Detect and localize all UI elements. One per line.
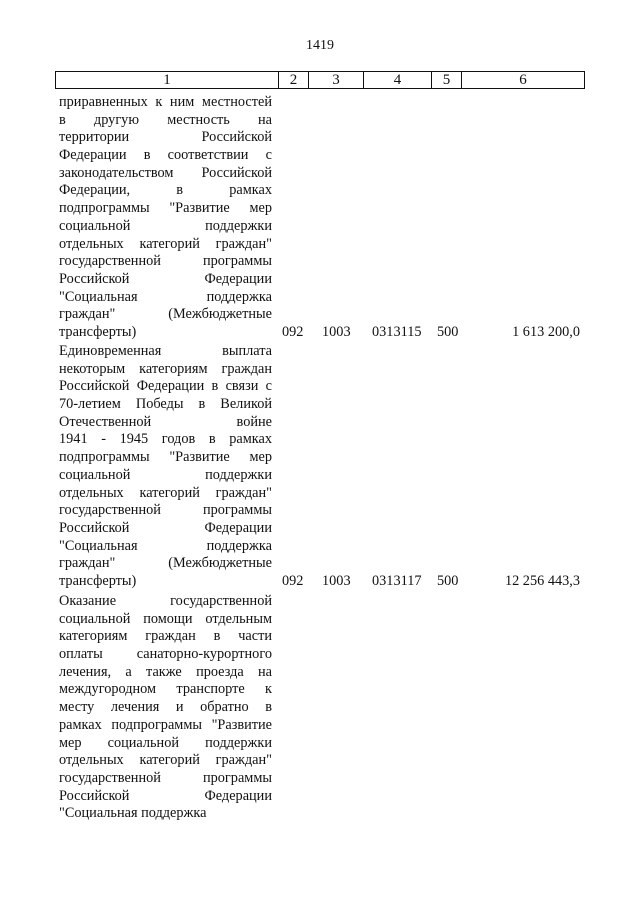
header-col-5: 5 bbox=[432, 72, 462, 89]
description-line: в другую местность на bbox=[59, 111, 272, 128]
description-line: Федерации в соответствии с bbox=[59, 147, 272, 164]
description-line: социальной поддержки bbox=[59, 217, 272, 234]
description-line: "Социальная поддержка bbox=[59, 805, 207, 822]
description-line: 70-летием Победы в Великой bbox=[59, 396, 272, 413]
cell-col3: 1003 bbox=[322, 573, 351, 590]
description-line: государственной программы bbox=[59, 769, 272, 786]
cell-col5: 500 bbox=[437, 573, 459, 590]
description-line: отдельных категорий граждан" bbox=[59, 235, 272, 252]
description-line: Российской Федерации bbox=[59, 270, 272, 287]
description-line: лечения, а также проезда на bbox=[59, 663, 272, 680]
description-line: социальной помощи отдельным bbox=[59, 610, 272, 627]
page-number: 1419 bbox=[306, 38, 334, 53]
description-line: граждан" (Межбюджетные bbox=[59, 306, 272, 323]
description-line: месту лечения и обратно в bbox=[59, 699, 272, 716]
description-line: государственной программы bbox=[59, 502, 272, 519]
cell-col2: 092 bbox=[282, 324, 304, 341]
header-col-4: 4 bbox=[364, 72, 432, 89]
row-description bbox=[59, 593, 272, 823]
description-line: оплаты санаторно-курортного bbox=[59, 646, 272, 663]
description-line: территории Российской bbox=[59, 129, 272, 146]
description-line: Оказание государственной bbox=[59, 593, 272, 609]
description-line: социальной поддержки bbox=[59, 466, 272, 483]
description-line: отдельных категорий граждан" bbox=[59, 752, 272, 769]
cell-col4: 0313115 bbox=[372, 324, 422, 341]
description-line: отдельных категорий граждан" bbox=[59, 484, 272, 501]
description-line: 1941 - 1945 годов в рамках bbox=[59, 431, 272, 448]
description-line: трансферты) bbox=[59, 323, 137, 340]
description-line: Отечественной войне bbox=[59, 413, 272, 430]
row-description bbox=[59, 94, 272, 342]
header-col-6: 6 bbox=[462, 72, 585, 89]
cell-col6: 1 613 200,0 bbox=[512, 324, 580, 341]
description-line: Российской Федерации в связи с bbox=[59, 378, 272, 395]
description-line: приравненных к ним местностей bbox=[59, 94, 272, 110]
description-line: категориям граждан в части bbox=[59, 628, 272, 645]
description-line: трансферты) bbox=[59, 572, 137, 589]
header-col-3: 3 bbox=[309, 72, 364, 89]
cell-col6: 12 256 443,3 bbox=[504, 573, 580, 590]
description-line: законодательством Российской bbox=[59, 164, 272, 181]
description-line: "Социальная поддержка bbox=[59, 537, 272, 554]
cell-col4: 0313117 bbox=[372, 573, 422, 590]
description-line: рамках подпрограммы "Развитие bbox=[59, 716, 272, 733]
description-line: Российской Федерации bbox=[59, 787, 272, 804]
description-line: некоторым категориям граждан bbox=[59, 360, 272, 377]
description-line: Российской Федерации bbox=[59, 519, 272, 536]
cell-col3: 1003 bbox=[322, 324, 351, 341]
header-col-2: 2 bbox=[279, 72, 309, 89]
cell-col5: 500 bbox=[437, 324, 459, 341]
header-col-1: 1 bbox=[56, 72, 279, 89]
description-line: Единовременная выплата bbox=[59, 343, 272, 359]
row-description bbox=[59, 343, 272, 591]
cell-col2: 092 bbox=[282, 573, 304, 590]
description-line: мер социальной поддержки bbox=[59, 734, 272, 751]
description-line: междугородном транспорте к bbox=[59, 681, 272, 698]
description-line: граждан" (Межбюджетные bbox=[59, 555, 272, 572]
table-header bbox=[55, 71, 585, 89]
description-line: государственной программы bbox=[59, 253, 272, 270]
description-line: подпрограммы "Развитие мер bbox=[59, 200, 272, 217]
description-line: подпрограммы "Развитие мер bbox=[59, 449, 272, 466]
description-line: Федерации, в рамках bbox=[59, 182, 272, 199]
description-line: "Социальная поддержка bbox=[59, 288, 272, 305]
